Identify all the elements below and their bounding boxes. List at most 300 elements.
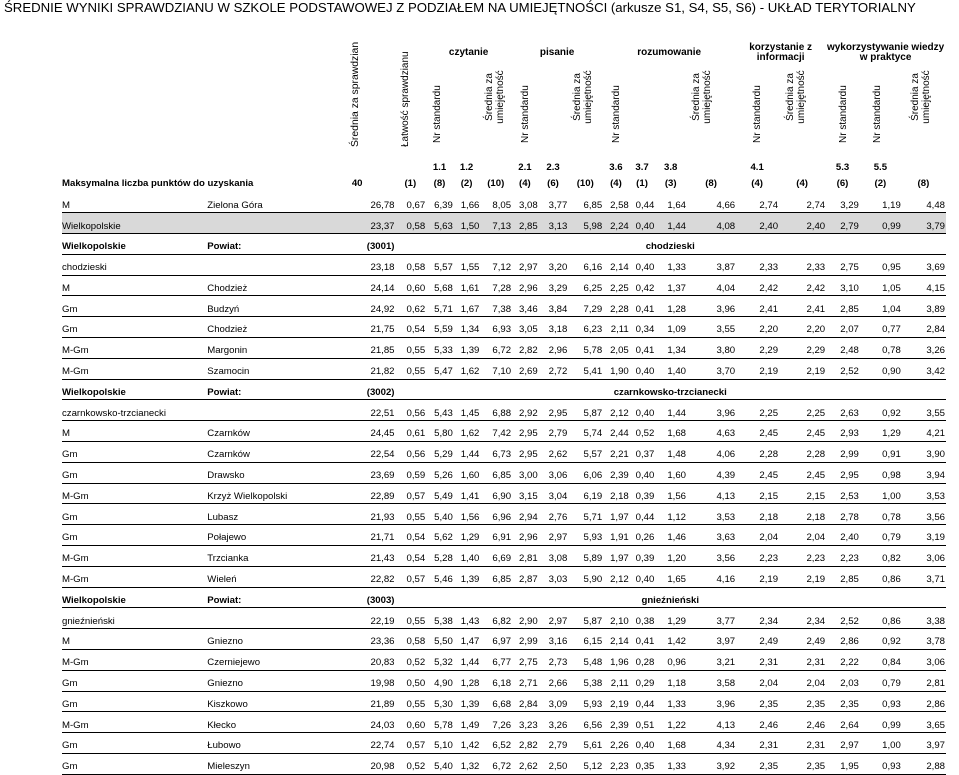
row-value: 2,34	[736, 608, 779, 629]
row-value: 5,93	[568, 525, 603, 546]
max-val: (1)	[404, 177, 417, 189]
row-type: M	[62, 192, 207, 213]
row-avg: 20,98	[320, 754, 396, 775]
row-value: 2,66	[539, 670, 569, 691]
row-value: 2,11	[603, 317, 630, 338]
row-value: 5,74	[568, 421, 603, 442]
row-avg: 24,92	[320, 296, 396, 317]
row-value: 5,33	[426, 338, 454, 359]
row-value: 1,41	[454, 483, 481, 504]
row-value: 5,98	[568, 213, 603, 234]
row-type: Gm	[62, 296, 207, 317]
row-value: 0,60	[396, 275, 427, 296]
row-value: 3,79	[902, 213, 946, 234]
row-value: 2,07	[826, 317, 860, 338]
table-row	[62, 400, 946, 421]
max-val: (4)	[519, 177, 531, 189]
row-value: 2,53	[826, 483, 860, 504]
row-value: 3,87	[687, 254, 736, 275]
row-value: 1,95	[826, 754, 860, 775]
row-value: 1,12	[655, 504, 687, 525]
row-value: 0,38	[630, 608, 656, 629]
row-type: Gm	[62, 525, 207, 546]
row-value: 2,18	[779, 504, 826, 525]
hdr-nr-6	[860, 66, 902, 160]
row-value: 0,54	[396, 525, 427, 546]
row-value: 0,92	[860, 400, 902, 421]
hdr-nr-4	[736, 66, 779, 160]
row-name	[207, 608, 320, 629]
row-value: 5,28	[426, 546, 454, 567]
row-value: 6,72	[480, 338, 512, 359]
std-cell: 5.5	[873, 161, 888, 173]
row-value: 1,97	[603, 546, 630, 567]
row-value: 2,96	[512, 275, 539, 296]
group-wykorzystywanie: wykorzystywanie wiedzy w praktyce	[826, 42, 945, 63]
row-name: Gniezno	[207, 670, 320, 691]
row-value: 3,56	[687, 546, 736, 567]
row-value: 3,08	[512, 192, 539, 213]
row-name: Czarnków	[207, 442, 320, 463]
table-row	[62, 566, 946, 587]
row-value: 6,90	[480, 483, 512, 504]
row-value: 7,26	[480, 712, 512, 733]
row-value: 0,40	[630, 254, 656, 275]
row-value: 2,92	[512, 400, 539, 421]
row-value: 2,23	[779, 546, 826, 567]
row-value: 2,74	[736, 192, 779, 213]
row-type: Wielkopolskie	[62, 379, 207, 400]
section-row	[62, 379, 946, 400]
row-value: 3,15	[512, 483, 539, 504]
row-type: chodzieski	[62, 254, 207, 275]
hdr-nr-2	[512, 66, 539, 160]
row-value: 2,79	[826, 213, 860, 234]
row-value: 2,52	[826, 608, 860, 629]
hdr-avg-text: Średnia za umiejętność	[785, 70, 808, 124]
row-avg: 24,03	[320, 712, 396, 733]
row-value: 5,12	[568, 754, 603, 775]
row-value: 2,95	[539, 400, 569, 421]
std-cell	[687, 160, 736, 175]
row-value: 0,40	[630, 462, 656, 483]
max-val: (2)	[460, 177, 473, 189]
std-cell: 3.8	[664, 161, 678, 173]
row-value: 2,42	[779, 275, 826, 296]
row-avg: 24,14	[320, 275, 396, 296]
row-value: 0,55	[396, 504, 427, 525]
row-value: 1,42	[454, 733, 481, 754]
row-value: 6,82	[480, 608, 512, 629]
row-value: 1,29	[655, 608, 687, 629]
row-value: 4,16	[687, 566, 736, 587]
hdr-avg-text: Średnia za umiejętność	[572, 70, 595, 124]
row-value: 6,72	[480, 754, 512, 775]
row-value: 2,14	[603, 254, 630, 275]
row-value: 2,28	[736, 442, 779, 463]
table-row	[62, 296, 946, 317]
row-value: 2,21	[603, 442, 630, 463]
max-val: (8)	[433, 177, 446, 189]
group-rozumowanie: rozumowanie	[637, 47, 702, 58]
table-row	[62, 608, 946, 629]
row-value: 1,40	[655, 358, 687, 379]
std-cell: 3.7	[635, 161, 649, 173]
row-value: 3,06	[902, 546, 946, 567]
row-value: 5,78	[568, 338, 603, 359]
row-value: 1,56	[655, 483, 687, 504]
row-value: 2,49	[779, 629, 826, 650]
row-value: 1,50	[454, 213, 481, 234]
hdr-avg-5	[902, 66, 946, 160]
row-value: 5,78	[426, 712, 454, 733]
row-name: Budzyń	[207, 296, 320, 317]
row-value: 7,10	[480, 358, 512, 379]
std-cell: 3.6	[609, 161, 623, 173]
row-value: 2,40	[779, 213, 826, 234]
hdr-nr-text: Nr standardu	[871, 85, 883, 143]
row-value: 2,48	[826, 338, 860, 359]
row-value: 0,40	[630, 213, 656, 234]
row-value: 3,96	[687, 400, 736, 421]
row-type: M	[62, 275, 207, 296]
row-value: 2,85	[826, 296, 860, 317]
row-name: Lubasz	[207, 504, 320, 525]
row-value: 2,46	[779, 712, 826, 733]
table-row	[62, 421, 946, 442]
row-value: 4,34	[687, 733, 736, 754]
hdr-avg-4	[779, 66, 826, 160]
row-value: 2,96	[539, 338, 569, 359]
row-type: M-Gm	[62, 566, 207, 587]
row-value: 2,63	[826, 400, 860, 421]
row-value: 1,68	[655, 421, 687, 442]
row-value: 1,28	[454, 670, 481, 691]
row-value: 2,45	[736, 421, 779, 442]
row-value: 0,52	[396, 650, 427, 671]
row-value: 1,68	[655, 733, 687, 754]
hdr-empty-1	[454, 66, 481, 160]
row-value: 2,99	[826, 442, 860, 463]
row-value: 0,59	[396, 462, 427, 483]
std-cell: 2.3	[546, 161, 560, 173]
row-value: 5,93	[568, 691, 603, 712]
row-value: 6,18	[480, 670, 512, 691]
row-value: 3,77	[539, 192, 569, 213]
row-value: 2,94	[512, 504, 539, 525]
row-value: 2,25	[603, 275, 630, 296]
row-value: 1,39	[454, 566, 481, 587]
row-value: 2,45	[779, 462, 826, 483]
table-row	[62, 254, 946, 275]
row-type: M-Gm	[62, 546, 207, 567]
row-value: 3,19	[902, 525, 946, 546]
row-value: 1,45	[454, 400, 481, 421]
row-value: 2,75	[826, 254, 860, 275]
row-value: 5,29	[426, 442, 454, 463]
row-value: 3,70	[687, 358, 736, 379]
row-value: 1,60	[655, 462, 687, 483]
row-value: 2,23	[603, 754, 630, 775]
row-value: 7,38	[480, 296, 512, 317]
max-val: (10)	[576, 177, 594, 189]
row-name: Połajewo	[207, 525, 320, 546]
row-avg: 19,98	[320, 670, 396, 691]
row-name: Mieleszyn	[207, 754, 320, 775]
row-avg: 23,18	[320, 254, 396, 275]
row-value: 7,29	[568, 296, 603, 317]
row-name	[207, 254, 320, 275]
row-value: 0,57	[396, 733, 427, 754]
row-value: 4,66	[687, 192, 736, 213]
row-avg: 21,89	[320, 691, 396, 712]
row-value: 5,68	[426, 275, 454, 296]
std-cell: 1.1	[432, 161, 447, 173]
row-value: 0,41	[630, 338, 656, 359]
header-empty	[62, 40, 320, 160]
row-value: 5,30	[426, 691, 454, 712]
row-value: 2,41	[736, 296, 779, 317]
row-value: 0,67	[396, 192, 427, 213]
row-value: 2,19	[779, 358, 826, 379]
row-avg: (3003)	[320, 587, 396, 608]
row-type: Wielkopolskie	[62, 213, 207, 234]
row-avg: 22,82	[320, 566, 396, 587]
row-value: 1,48	[655, 442, 687, 463]
row-name: Drawsko	[207, 462, 320, 483]
row-type: M-Gm	[62, 712, 207, 733]
row-value: 6,93	[480, 317, 512, 338]
row-value: 2,97	[826, 733, 860, 754]
row-value: 6,39	[426, 192, 454, 213]
row-value: 3,20	[539, 254, 569, 275]
row-value: 0,96	[655, 650, 687, 671]
row-value: 0,60	[396, 712, 427, 733]
row-value: 3,38	[902, 608, 946, 629]
row-value: 2,62	[512, 754, 539, 775]
row-value: 6,56	[568, 712, 603, 733]
row-value: 3,46	[512, 296, 539, 317]
row-type: Gm	[62, 754, 207, 775]
row-avg: 22,89	[320, 483, 396, 504]
row-value: 2,39	[603, 712, 630, 733]
row-value: 0,50	[396, 670, 427, 691]
row-value: 7,28	[480, 275, 512, 296]
row-value: 2,35	[826, 691, 860, 712]
max-val: (2)	[874, 177, 887, 189]
row-value: 1,29	[454, 525, 481, 546]
row-value: 1,00	[860, 483, 902, 504]
row-value: 5,50	[426, 629, 454, 650]
table-row	[62, 712, 946, 733]
table-row	[62, 525, 946, 546]
group-header-row	[62, 40, 946, 66]
row-value: 5,47	[426, 358, 454, 379]
max-val: (4)	[610, 177, 622, 189]
row-value: 3,55	[687, 317, 736, 338]
row-value: 2,86	[826, 629, 860, 650]
row-value: 2,19	[736, 566, 779, 587]
row-value: 0,58	[396, 254, 427, 275]
row-value: 2,23	[736, 546, 779, 567]
row-value: 3,78	[902, 629, 946, 650]
row-value: 1,33	[655, 691, 687, 712]
row-avg: 21,75	[320, 317, 396, 338]
row-value: 0,58	[396, 213, 427, 234]
hdr-avg-text: Średnia za umiejętność	[909, 70, 932, 124]
row-value: 2,34	[779, 608, 826, 629]
row-avg: 24,45	[320, 421, 396, 442]
row-value: 3,03	[539, 566, 569, 587]
hdr-nr-text: Nr standardu	[611, 85, 623, 143]
hdr-avg-text: Średnia za umiejętność	[484, 70, 507, 124]
row-value: 5,32	[426, 650, 454, 671]
header-easiness	[396, 40, 427, 160]
row-value: 2,31	[736, 650, 779, 671]
row-value: 3,29	[826, 192, 860, 213]
hdr-empty-2	[539, 66, 569, 160]
row-value: 6,68	[480, 691, 512, 712]
row-value: 2,49	[736, 629, 779, 650]
row-value: 5,62	[426, 525, 454, 546]
row-value: 2,42	[736, 275, 779, 296]
hdr-empty-4	[655, 66, 687, 160]
row-value: 4,06	[687, 442, 736, 463]
row-type: Gm	[62, 691, 207, 712]
row-value: 2,28	[603, 296, 630, 317]
row-value: 1,91	[603, 525, 630, 546]
row-value: 1,56	[454, 504, 481, 525]
section-label: czarnkowsko-trzcianecki	[396, 379, 947, 400]
row-name: Powiat:	[207, 587, 320, 608]
max-val: (8)	[705, 177, 717, 189]
row-value: 0,40	[630, 733, 656, 754]
row-value: 2,87	[512, 566, 539, 587]
row-avg: 20,83	[320, 650, 396, 671]
row-value: 2,26	[603, 733, 630, 754]
row-value: 0,78	[860, 504, 902, 525]
row-value: 2,35	[779, 754, 826, 775]
row-value: 5,38	[426, 608, 454, 629]
row-value: 0,29	[630, 670, 656, 691]
max-val: (1)	[636, 177, 648, 189]
row-value: 1,34	[454, 317, 481, 338]
row-value: 3,21	[687, 650, 736, 671]
row-value: 0,42	[630, 275, 656, 296]
row-type: M-Gm	[62, 483, 207, 504]
row-value: 2,15	[736, 483, 779, 504]
row-value: 0,61	[396, 421, 427, 442]
row-avg: 23,69	[320, 462, 396, 483]
row-value: 1,29	[860, 421, 902, 442]
row-value: 2,04	[779, 525, 826, 546]
row-avg: 21,93	[320, 504, 396, 525]
row-value: 3,53	[687, 504, 736, 525]
std-cell	[779, 160, 826, 175]
row-value: 1,62	[454, 358, 481, 379]
row-name: Czerniejewo	[207, 650, 320, 671]
hdr-avg-3	[687, 66, 736, 160]
std-cell	[568, 160, 603, 175]
max-val: (4)	[796, 177, 808, 189]
row-value: 1,34	[655, 338, 687, 359]
max-points-row	[62, 175, 946, 192]
table-row	[62, 338, 946, 359]
row-value: 2,50	[539, 754, 569, 775]
hdr-nr-5	[826, 66, 860, 160]
row-value: 6,96	[480, 504, 512, 525]
row-value: 5,71	[426, 296, 454, 317]
table-row	[62, 358, 946, 379]
row-value: 0,79	[860, 525, 902, 546]
row-value: 3,71	[902, 566, 946, 587]
row-value: 2,78	[826, 504, 860, 525]
row-type: M	[62, 421, 207, 442]
row-value: 2,31	[736, 733, 779, 754]
section-label: gnieźnieński	[396, 587, 947, 608]
row-name: Szamocin	[207, 358, 320, 379]
row-value: 6,77	[480, 650, 512, 671]
row-value: 2,35	[779, 691, 826, 712]
row-value: 5,26	[426, 462, 454, 483]
row-value: 2,90	[512, 608, 539, 629]
row-value: 2,24	[603, 213, 630, 234]
row-value: 0,37	[630, 442, 656, 463]
std-cell: 2.1	[518, 161, 532, 173]
row-value: 0,44	[630, 504, 656, 525]
row-value: 2,93	[826, 421, 860, 442]
max-points-label: Maksymalna liczba punktów do uzyskania	[62, 177, 254, 189]
row-value: 1,42	[655, 629, 687, 650]
row-value: 3,96	[687, 691, 736, 712]
row-value: 2,64	[826, 712, 860, 733]
standards-empty	[62, 160, 426, 175]
table-row	[62, 546, 946, 567]
row-value: 0,98	[860, 462, 902, 483]
row-value: 7,42	[480, 421, 512, 442]
row-value: 2,19	[779, 566, 826, 587]
row-value: 0,26	[630, 525, 656, 546]
row-avg: (3002)	[320, 379, 396, 400]
std-cell	[480, 160, 512, 175]
max-val: (6)	[547, 177, 559, 189]
row-value: 2,03	[826, 670, 860, 691]
row-name: Gniezno	[207, 629, 320, 650]
row-value: 3,26	[902, 338, 946, 359]
row-value: 0,56	[396, 400, 427, 421]
row-value: 2,99	[512, 629, 539, 650]
row-value: 2,88	[902, 754, 946, 775]
row-value: 3,58	[687, 670, 736, 691]
row-value: 1,44	[454, 650, 481, 671]
table-row	[62, 754, 946, 775]
row-value: 2,41	[779, 296, 826, 317]
row-avg: 22,19	[320, 608, 396, 629]
header-avg-test	[320, 40, 396, 160]
row-value: 2,20	[779, 317, 826, 338]
row-value: 0,56	[396, 442, 427, 463]
row-value: 0,54	[396, 317, 427, 338]
row-value: 3,53	[902, 483, 946, 504]
row-value: 0,58	[396, 629, 427, 650]
row-type: Wielkopolskie	[62, 587, 207, 608]
row-avg: 22,74	[320, 733, 396, 754]
row-value: 2,20	[736, 317, 779, 338]
row-value: 2,72	[539, 358, 569, 379]
row-value: 1,43	[454, 608, 481, 629]
row-value: 6,52	[480, 733, 512, 754]
row-value: 3,00	[512, 462, 539, 483]
